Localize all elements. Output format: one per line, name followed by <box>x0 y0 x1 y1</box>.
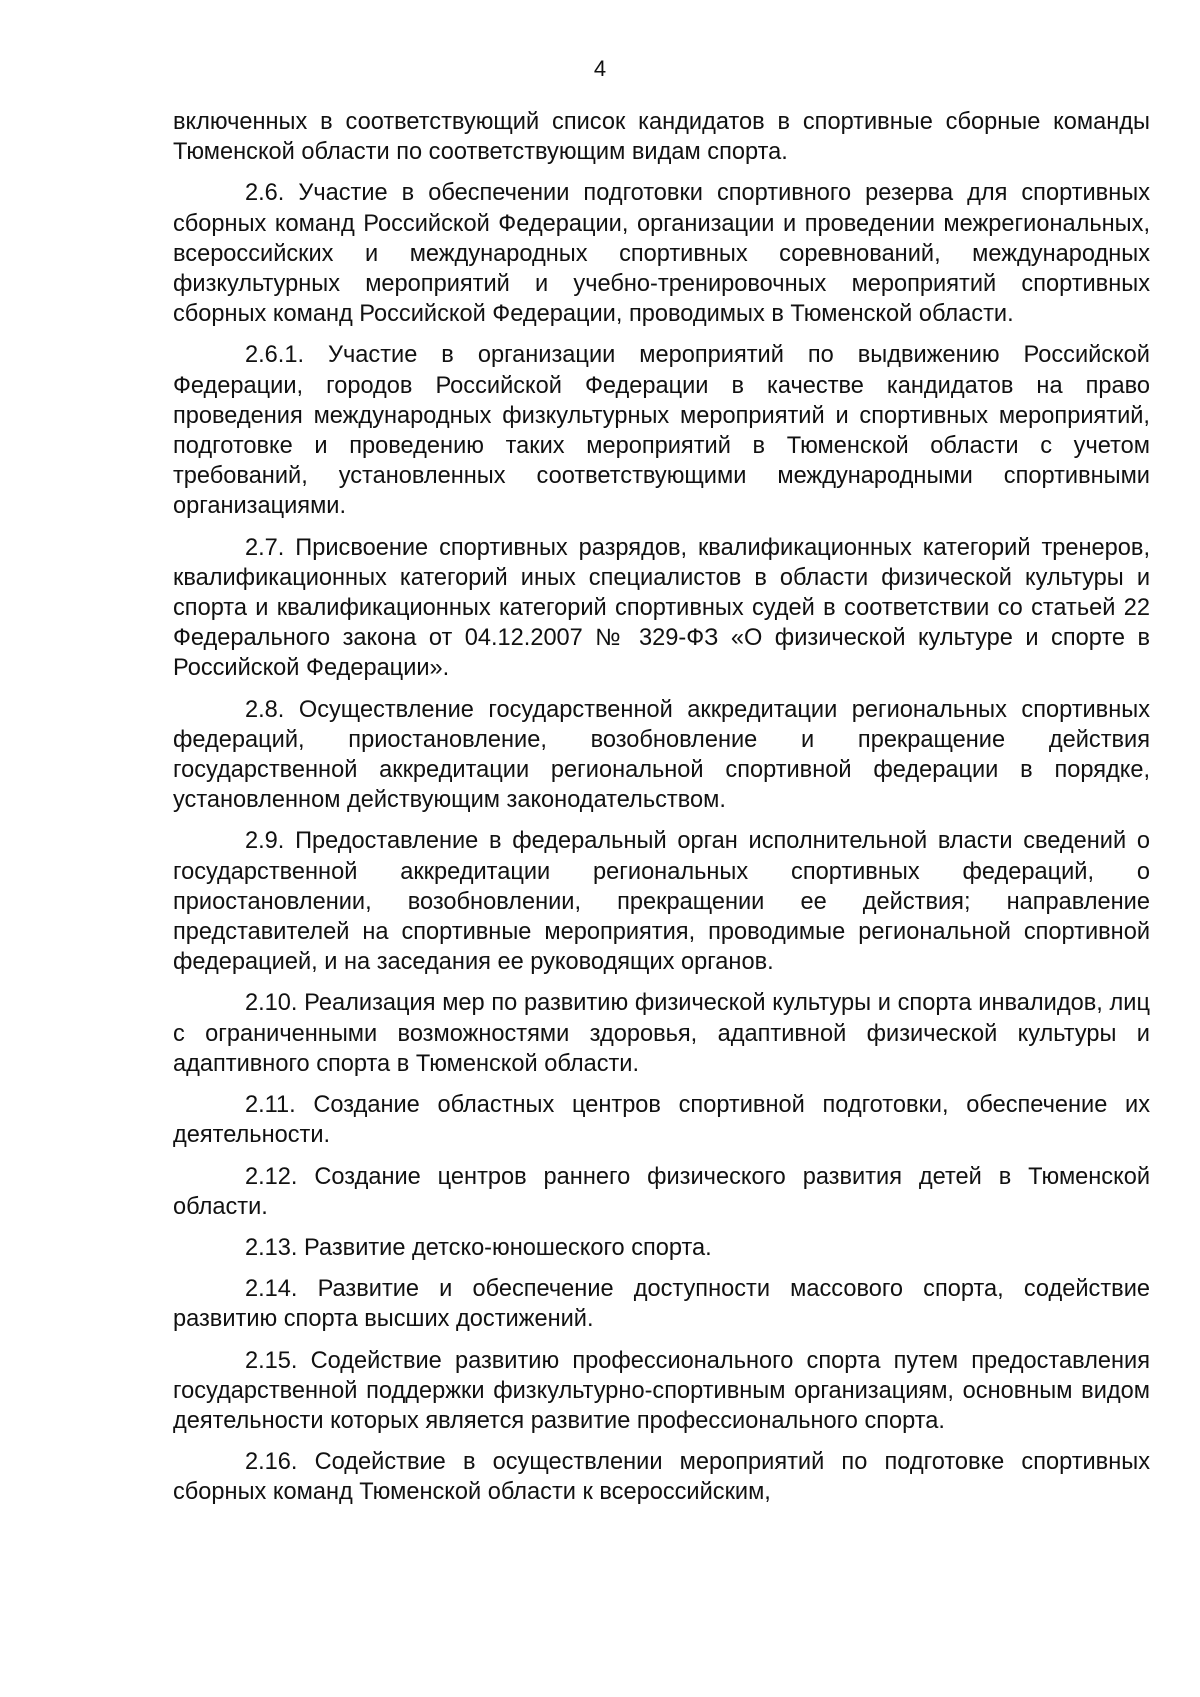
page-number: 4 <box>593 56 607 81</box>
paragraph-2-15: 2.15. Содействие развитию профессионального спорта путем предоставления государственной поддержки физкультурно-спортивным организациям, основным видом деятельности которых является развитие профессионального спорта. <box>173 1347 1150 1434</box>
paragraph-2-8: 2.8. Осуществление государственной аккредитации региональных спортивных федераций, приостановление, возобновление и прекращение действия государственной аккредитации региональной спортивной федерации в порядке, установленном действующим законодательством. <box>173 696 1150 814</box>
paragraph-2-13: 2.13. Развитие детско-юношеского спорта. <box>245 1234 712 1261</box>
paragraph-2-6-1: 2.6.1. Участие в организации мероприятий по выдвижению Российской Федерации, городов Российской Федерации в качестве кандидатов на право проведения международных физкультурных мероприятий и спортивных мероприятий, подготовке и проведению таких мероприятий в Тюменской области с учетом требований, установленных соответствующими международными спортивными организациями. <box>173 342 1150 520</box>
paragraph-continuation: включенных в соответствующий список кандидатов в спортивные сборные команды Тюменской области по соответствующим видам спорта. <box>173 109 1150 166</box>
paragraph-2-6: 2.6. Участие в обеспечении подготовки спортивного резерва для спортивных сборных команд Российской Федерации, организации и проведении межрегиональных, всероссийских и международных спортивных соревнований, международных физкультурных мероприятий и учебно-тренировочных мероприятий спортивных сборных команд Российской Федерации, проводимых в Тюменской области. <box>173 180 1150 328</box>
document-body <box>173 107 1150 1519</box>
paragraph-2-10: 2.10. Реализация мер по развитию физической культуры и спорта инвалидов, лиц с ограниченными возможностями здоровья, адаптивной физической культуры и адаптивного спорта в Тюменской области. <box>173 990 1150 1077</box>
paragraph-2-11: 2.11. Создание областных центров спортивной подготовки, обеспечение их деятельности. <box>173 1092 1150 1149</box>
paragraph-2-12: 2.12. Создание центров раннего физического развития детей в Тюменской области. <box>173 1163 1150 1220</box>
paragraph-2-7: 2.7. Присвоение спортивных разрядов, квалификационных категорий тренеров, квалификационных категорий иных специалистов в области физической культуры и спорта и квалификационных категорий спортивных судей в соответствии со статьей 22 Федерального закона от 04.12.2007 № 329-ФЗ «О физической культуре и спорте в Российской Федерации». <box>173 534 1150 682</box>
paragraph-2-16: 2.16. Содействие в осуществлении мероприятий по подготовке спортивных сборных команд Тюменской области к всероссийским, <box>173 1449 1150 1506</box>
paragraph-2-14: 2.14. Развитие и обеспечение доступности массового спорта, содействие развитию спорта высших достижений. <box>173 1276 1150 1333</box>
paragraph-2-9: 2.9. Предоставление в федеральный орган исполнительной власти сведений о государственной аккредитации региональных спортивных федераций, о приостановлении, возобновлении, прекращении ее действия; направление представителей на спортивные мероприятия, проводимые региональной спортивной федерацией, и на заседания ее руководящих органов. <box>173 828 1150 976</box>
